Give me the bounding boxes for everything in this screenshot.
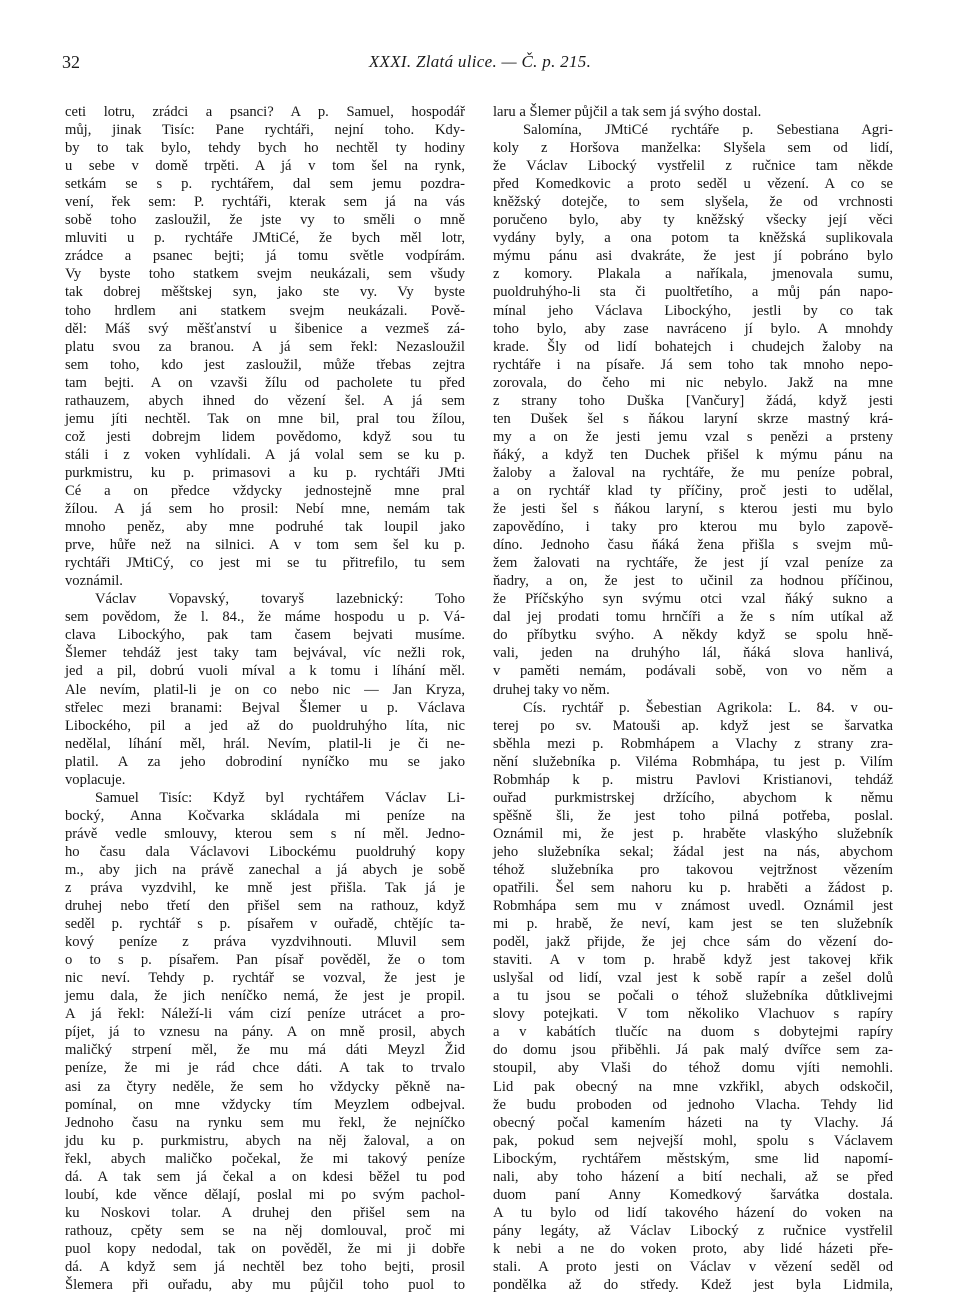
text-line: prve, hůře než na silnici. A v tom sem šel ku p. [65,537,465,554]
text-line: opatřili. Šel sem nahoru ku p. hraběti a žádost p. [493,880,893,897]
text-line: asi za čtyry neděle, že sem ho vždycky pěkně na- [65,1078,465,1095]
text-line: toho bylo, aby zase navráceno jí bylo. A mnohdy [493,320,893,337]
text-line: my a on že jesti jemu vzal s penězi a prsteny [493,428,893,445]
text-line: jemu dala, že jich neníčko nemá, že jest je propil. [65,988,465,1005]
text-line: stali. A proto jesti on Václav v vězení seděl od [493,1259,893,1275]
text-line: Robmháp k p. mistru Pavlovi Kristianovi, tehdáž [493,771,893,788]
text-line: dá. A když sem já nechtěl bez toho bejti, prosil [65,1259,465,1275]
text-line: Robmhápa sem mu v známost uvedl. Oznámil jest [493,898,893,915]
text-line: že budu proboden od jednoho Vlacha. Tehdy lid [493,1096,893,1113]
text-line: z práva vyzdvihl, ke mně jest přišla. Tak já je [65,880,465,897]
text-line: sem toho, kdo jest zasloužil, může třebas zejtra [65,356,465,373]
text-line: Salomína, JMtiCé rychtáře p. Sebestiana Agri- [523,122,893,139]
text-line: pondělka až do středy. Kdež jest byla Lidmila, [493,1277,893,1294]
page-header [62,52,898,76]
text-line: Libockého, pil a jed až do puoldruhýho líta, nic [65,717,465,734]
text-line: vydány byly, a ona potom ta kněžská suplikovala [493,230,893,247]
text-line: jdu ku p. purkmistru, abych na něj žaloval, a on [65,1132,465,1149]
text-line: ho času dala Václavovi Libockému puoldruhý kopy [65,843,465,860]
text-line: do domu jsou přiběhli. Já pak malý dvířce sem za- [493,1042,893,1059]
text-line: u sebe v domě trpěti. A já v tom šel na rynk, [65,158,465,175]
text-line: Šlemera při ouřadu, aby mu půjčil toho puol to [65,1277,465,1294]
text-line: pak, pokud sem nejvejší mohl, spolu s Václavem [493,1132,893,1149]
text-line: mýmu pánu asi dvakráte, že jest jí pobráno bylo [493,248,893,265]
text-line: setkám se s p. rychtářem, dal sem jemu pozdra- [65,176,465,193]
text-line: rathauzem, abych ihned do vězení šel. A já sem [65,392,465,409]
text-line: seděl p. rychtář s p. písařem v ouřadě, chtějíc ta- [65,916,465,933]
text-line: nali, aby toho házení a bití nechali, až se před [493,1168,893,1185]
text-line: Jednoho času na rynku sem mu řekl, že nejníčko [65,1114,465,1131]
text-line: žaloby a žaloval na rychtáře, že mu peníze pobral, [493,464,893,481]
text-line: poručeno bylo, aby ty kněžský všecky její věci [493,212,893,229]
text-line: koly z Horšova manželka: Slyšela sem od lidí, [493,140,893,157]
text-line: pomínal, on mne vždycky tím Meyzlem odbejval. [65,1096,465,1113]
text-line: nedělal, líhání měl, hrál. Nevím, platil-li je či ne- [65,735,465,752]
text-line: mínal jeho Václava Libockýho, jestli by co tak [493,302,893,319]
page-number: 32 [62,52,80,72]
text-line: ňáký, a když ten Duchek přišel k mýmu pánu na [493,446,893,463]
text-line: vení, řek sem: P. rychtáři, kterak sem já na vás [65,194,465,211]
text-line: purkmistru, ku p. primasovi a ku p. rychtáři JMti [65,464,465,481]
text-line: píjet, já to vznesu na pány. A on mně prosil, abych [65,1024,465,1041]
text-line: clava Libockýho, pak tam časem bejvati musíme. [65,627,465,644]
text-line: z komory. Plakala a naříkala, jmenovala sumu, [493,266,893,283]
text-line: terej po sv. Matouši ap. když jest se šarvatka [493,717,893,734]
text-line: že jesti šel s ňákou laryní, s kterou jesti mu bylo [493,501,893,518]
text-line: což jesti dobrejm lidem povědomo, když sou tu [65,428,465,445]
text-line: a tu jsou se počali o téhož služebníka důtklivejmi [493,988,893,1005]
text-line: A já řekl: Náleží-li vám cizí peníze utrácet a pro- [65,1006,465,1023]
text-line: vali, jeden na druhýho lál, ňáká slova hanlivá, [493,645,893,662]
text-line: spěšně šli, že jest toho pilná potřeba, poslal. [493,807,893,824]
text-line: Cé a on předce vždycky jednostejně mne pral [65,482,465,499]
text-line: druhej nebo třetí den přišel sem na rathouz, když [65,898,465,915]
text-line: ten Dušek šel s ňákou laryní skrze mastný krá- [493,410,893,427]
text-line: platil. A za jeho dobrodiní nyníčko mu se jako [65,753,465,770]
text-line: m., aby jich na právě zanechal a já abych je sobě [65,861,465,878]
text-line: Samuel Tisíc: Když byl rychtářem Václav Li- [95,789,465,806]
text-line: loubí, kde věnce dělají, poslal mi po svým pachol- [65,1186,465,1203]
text-line: že Václav Libocký vystřelil z ručnice tam někde [493,158,893,175]
text-line: maličký strpení měl, že mu má dáti Meyzl Žid [65,1042,465,1059]
text-line: a v kabátích tlučíc na duom s dobytejmi rapíry [493,1024,893,1041]
text-line: peníze, že mi je rád chce dáti. A tak to trvalo [65,1060,465,1077]
text-line: střelec mezi branami: Bejval Šlemer u p. Václava [65,699,465,716]
text-line: žem žalovati na rychtáře, že jest jí vzal peníze za [493,555,893,572]
text-line: bocký, Anna Kočvarka skládala mi peníze na [65,807,465,824]
text-line: sobě toho zasloužil, že jste vy to směli o mně [65,212,465,229]
right-column [493,103,893,1294]
text-line: pány legáty, až Václav Libocký z ručnice vystřelil [493,1222,893,1239]
running-title: XXXI. Zlatá ulice. — Č. p. 215. [368,52,592,71]
text-line: ceti lotru, zrádci a psanci? A p. Samuel, hospodář [65,104,465,120]
text-line: tam bejti. A on vzavši žílu od pacholete tu před [65,374,465,391]
text-line: v paměti nemám, podávali sobě, von vo něm a [493,663,893,680]
text-line: ku Noskovi tolar. A druhej den přišel sem na [65,1204,465,1221]
text-line: platu svou za branou. A já sem řekl: Nezasloužil [65,338,465,355]
text-line: Václav Vopavský, tovaryš lazebnický: Toho [95,591,465,608]
text-line: o to s p. písařem. Pan písař pověděl, že o tom [65,952,465,969]
text-line: Oznámil mi, že jest p. hraběte vlaskýho služebník [493,825,893,842]
text-line: před Komedkovic a proto seděl u vězení. A co se [493,176,893,193]
text-line: nění služebníka p. Viléma Robmhápa, tu jest p. Vilím [493,753,893,770]
text-line: puoldruhýho-li sta či puoltřetího, a můj pán napo- [493,284,893,301]
text-line: řekl, abych maličko počekal, že mi takový peníze [65,1150,465,1167]
text-line: rychtáři JMtiCý, co jest mi se tu přitrefilo, tu sem [65,555,465,572]
text-line: jed a pil, dobrú vuoli míval a k tomu i líhání měl. [65,663,465,680]
text-line: nic neví. Tehdy p. rychtář se vozval, že jest je [65,970,465,987]
text-line: stáli i z voken vyhlídali. A já volal sem se ku p. [65,446,465,463]
text-line: Libockým, rychtářem městským, sme lid napomí- [493,1150,893,1167]
text-line: žílou. A já sem ho prosil: Nebí mne, nemám tak [65,501,465,518]
text-line: stoupil, aby Vlaši do téhož domu vjíti nemohli. [493,1060,893,1077]
text-line: slovy potejkati. V tom několiko Vlachuov s rapíry [493,1006,893,1023]
text-line: duom paní Anny Komedkový šarvátka dostala. [493,1186,893,1203]
text-line: děl: Máš svý měšťanství u šibenice a vezmeš zá- [65,320,465,337]
text-line: ouřad purkmistrskej držícího, abychom k němu [493,789,893,806]
text-line: druhej taky vo něm. [493,681,610,698]
text-line: kový peníze z práva vyzdvihnouti. Mluvil sem [65,934,465,951]
text-line: zapovědíno, i taky pro kterou mu bylo zapově- [493,519,893,536]
text-line: že Příčskýho syn svýmu otci vzal ňáký sukno a [493,591,893,608]
text-line: Lid pak obecný na mne vzkřikl, abych odskočil, [493,1078,893,1095]
text-line: mnoho peněz, aby mne podruhé tak loupil jako [65,519,465,536]
text-line: a on rychtář klad ty příčiny, proč jesti to udělal, [493,482,893,499]
text-line: puol kopy nedodal, tak on pověděl, že mi ji dobře [65,1240,465,1257]
text-line: uslyšal od lidí, vzal jest k sobě rapír a zešel dolů [493,970,893,987]
text-line: kněžský dotejče, to sem slyšela, že od vrchnosti [493,194,893,211]
text-line: staviti. A v tom p. hrabě když jest takovej křik [493,952,893,969]
text-line: poděl, jakž přijde, že jej chce sám do vězení do- [493,934,893,951]
text-line: A tu bylo od lidí takového házení do voken na [493,1204,893,1221]
text-line: k nebi a ne do voken proto, aby lidé házeti pře- [493,1240,893,1257]
text-line: mi p. hrabě, že neví, kam jest se ten služebník [493,916,893,933]
text-line: toho hrdlem ani statkem svejm neukázali. Pově- [65,302,465,319]
text-line: dal jej prodati tomu hrnčíři a že s ním utíkal až [493,609,893,626]
text-line: ňadry, a on, že jest to učinil za hodnou příčinou, [493,573,893,590]
text-line: rychtáře i na písaře. Já sem toho tak mnoho nepo- [493,356,893,373]
text-line: laru a Šlemer půjčil a tak sem já svýho dostal. [493,104,762,120]
text-line: Vy byste toho statkem svejm neukázali, sem všudy [65,266,465,283]
text-line: díno. Jednoho času ňáká žena přišla s svejm mů- [493,537,893,554]
text-line: jeho služebníka sekal; žádal jest na nás, abychom [493,843,893,860]
text-line: mluviti u p. rychtáře JMtiCé, že bych měl lotr, [65,230,465,247]
text-line: do příbytku svýho. A někdy když se spolu hně- [493,627,893,644]
text-line: můj, jinak Tisíc: Pane rychtáři, nejní toho. Kdy- [65,122,465,139]
text-line: by to tak bylo, tehdy bych ho nechtěl ty hodiny [65,140,465,157]
text-line: obecný počal kamením házeti na ty Vlachy. Já [493,1114,893,1131]
text-line: rathouz, cpěty sem se na něj domlouval, proč mi [65,1222,465,1239]
text-line: Ale nevím, platil-li je on co nebo nic — Jan Kryza, [65,681,465,698]
text-line: Šlemer tehdáž jest taky tam bejvával, víc nežli rok, [65,645,465,662]
text-line: z strany toho Duška [Vančury] žádá, když jesti [493,392,893,409]
left-column [65,103,465,1294]
text-line: krade. Šly od lidí bohatejch i chudejch žaloby na [493,338,893,355]
text-line: zrádce a psanec bejti; já tomu světle vodpírám. [65,248,465,265]
text-line: tak dobrej měštskej syn, jako ste vy. Vy byste [65,284,465,301]
text-line: sem povědom, že l. 84., že máme hospodu u p. Vá- [65,609,465,626]
text-line: zorovala, do čeho mi nic nebylo. Jakž na mne [493,374,893,391]
text-line: téhož služebníka pro takovou vejtržnost vězením [493,861,893,878]
text-line: voznámil. [65,573,123,590]
text-line: dá. A tak sem já čekal a on kdesi běžel tu pod [65,1168,465,1185]
text-line: Cís. rychtář p. Šebestian Agrikola: L. 84. v ou- [523,699,893,716]
text-line: sběhla mezi p. Robmhápem a Vlachy z strany zra- [493,735,893,752]
text-line: právě vedle smlouvy, kterou sem s ní měl. Jedno- [65,825,465,842]
text-line: voplacuje. [65,771,126,788]
text-line: jemu jíti nechtěl. Tak on mne bil, pral tou žílou, [65,410,465,427]
